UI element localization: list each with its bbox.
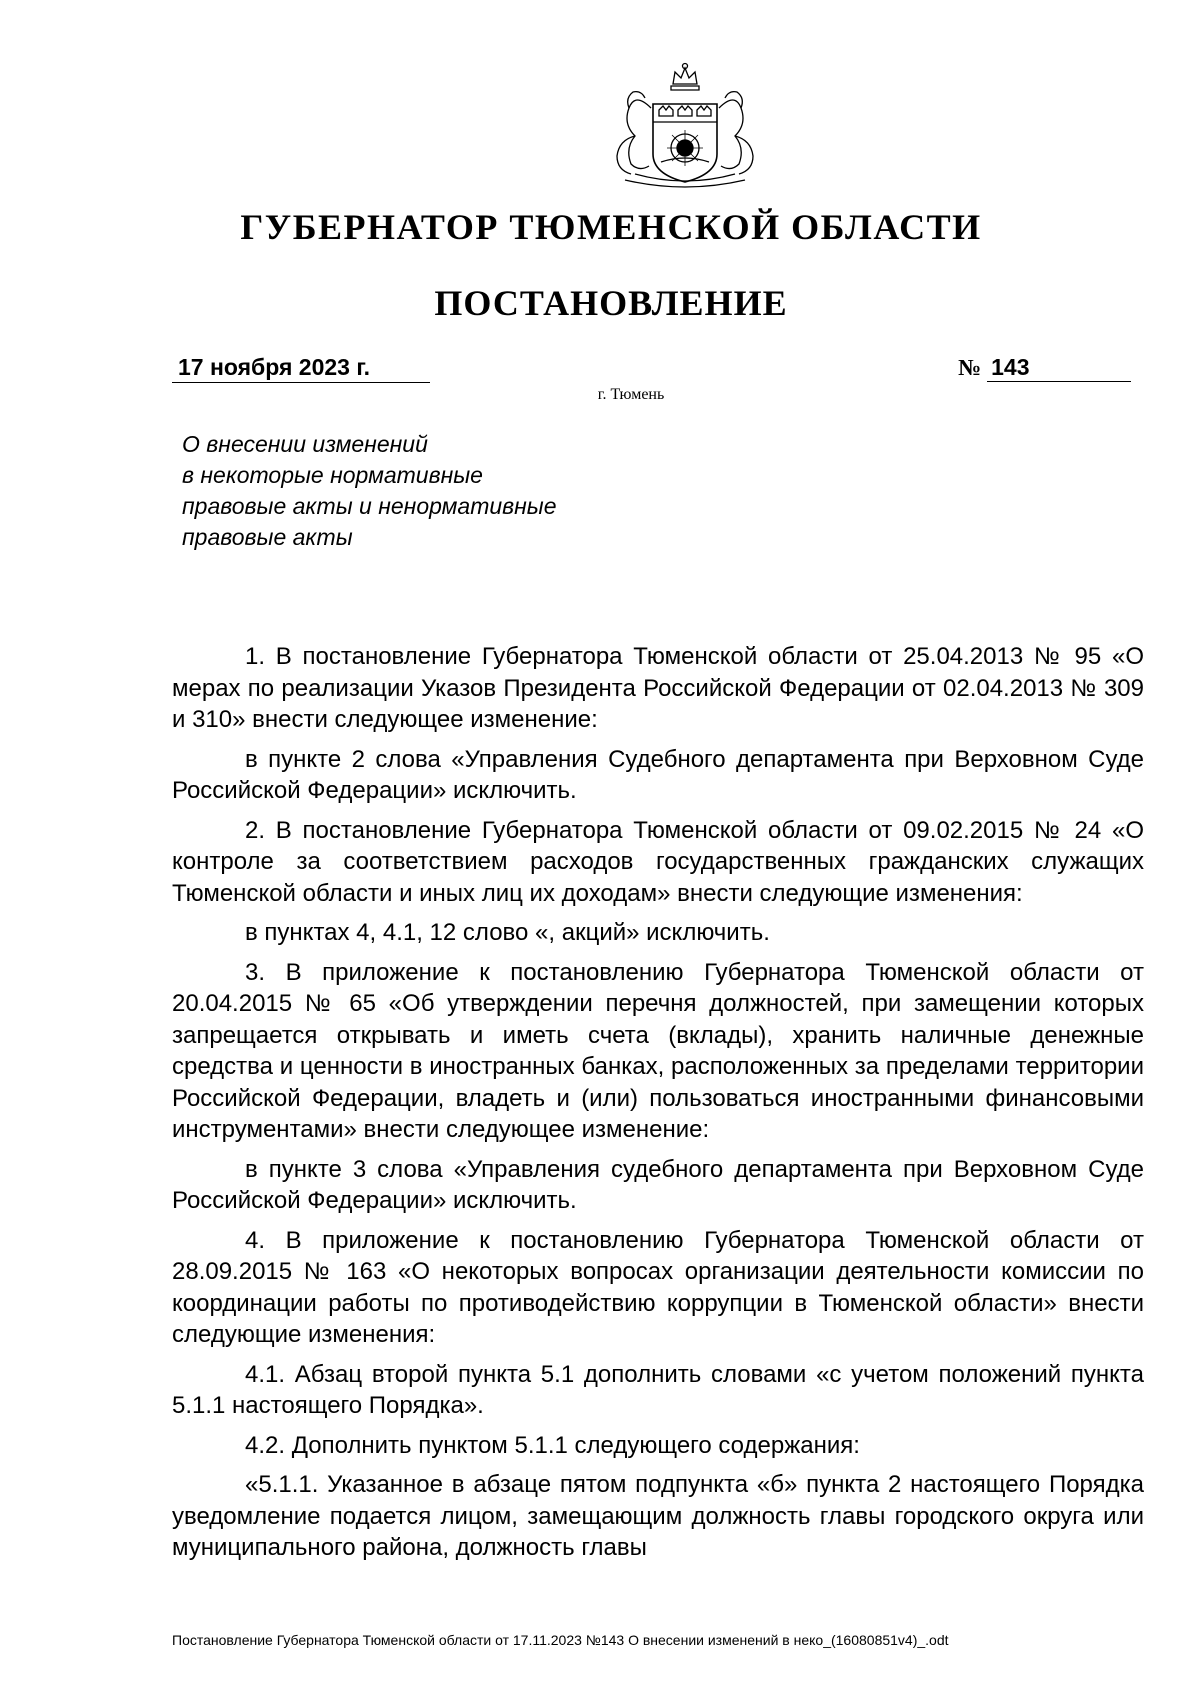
paragraph: 3. В приложение к постановлению Губернатора Тюменской области от 20.04.2015 № 65 «Об утверждении перечня должностей, при замещении которых запрещается открывать и иметь счета (вклады), хранить наличные денежные средства и ценности в иностранных банках, расположенных за пределами территории Российской Федерации, владеть и (или) пользоваться иностранными финансовыми инструментами» внести следующее изменение: [172, 958, 1144, 1143]
subject-line: правовые акты [182, 524, 353, 550]
document-type-title: ПОСТАНОВЛЕНИЕ [434, 283, 788, 323]
subject-line: в некоторые нормативные [182, 462, 483, 488]
document-date: 17 ноября 2023 г. [172, 354, 430, 383]
paragraph: в пункте 2 слова «Управления Судебного департамента при Верховном Суде Российской Федерации» исключить. [172, 745, 1144, 804]
paragraph: в пункте 3 слова «Управления судебного департамента при Верховном Суде Российской Федерации» исключить. [172, 1155, 1144, 1214]
document-city: г. Тюмень [597, 386, 665, 403]
paragraph: 4. В приложение к постановлению Губернатора Тюменской области от 28.09.2015 № 163 «О некоторых вопросах организации деятельности комиссии по координации работы по противодействию коррупции в Тюменской области» внести следующие изменения: [172, 1226, 1144, 1348]
authority-title: ГУБЕРНАТОР ТЮМЕНСКОЙ ОБЛАСТИ [240, 207, 982, 247]
document-subject [182, 429, 642, 553]
paragraph: 2. В постановление Губернатора Тюменской области от 09.02.2015 № 24 «О контроле за соответствием расходов государственных гражданских служащих Тюменской области и иных лиц их доходам» внести следующие изменения: [172, 816, 1144, 907]
document-number: 143 [987, 354, 1131, 382]
paragraph: «5.1.1. Указанное в абзаце пятом подпункта «б» пункта 2 настоящего Порядка уведомление подается лицом, замещающим должность главы городского округа или муниципального района, должность главы [172, 1471, 1144, 1561]
paragraph: 4.2. Дополнить пунктом 5.1.1 следующего содержания: [245, 1431, 860, 1459]
subject-line: правовые акты и ненормативные [182, 493, 557, 519]
document-footer: Постановление Губернатора Тюменской области от 17.11.2023 №143 О внесении изменений в неко_(16080851v4)_.odt [172, 1632, 949, 1648]
paragraph: в пунктах 4, 4.1, 12 слово «, акций» исключить. [245, 919, 770, 946]
number-sign: № [958, 355, 982, 380]
document-number-block [958, 354, 1134, 382]
document-body [172, 641, 1144, 1572]
paragraph: 4.1. Абзац второй пункта 5.1 дополнить словами «с учетом положений пункта 5.1.1 настоящего Порядка». [172, 1360, 1144, 1419]
paragraph: 1. В постановление Губернатора Тюменской области от 25.04.2013 № 95 «О мерах по реализации Указов Президента Российской Федерации от 02.04.2013 № 309 и 310» внести следующее изменение: [172, 643, 1144, 733]
coat-of-arms-icon [595, 62, 775, 192]
subject-line: О внесении изменений [182, 431, 428, 457]
